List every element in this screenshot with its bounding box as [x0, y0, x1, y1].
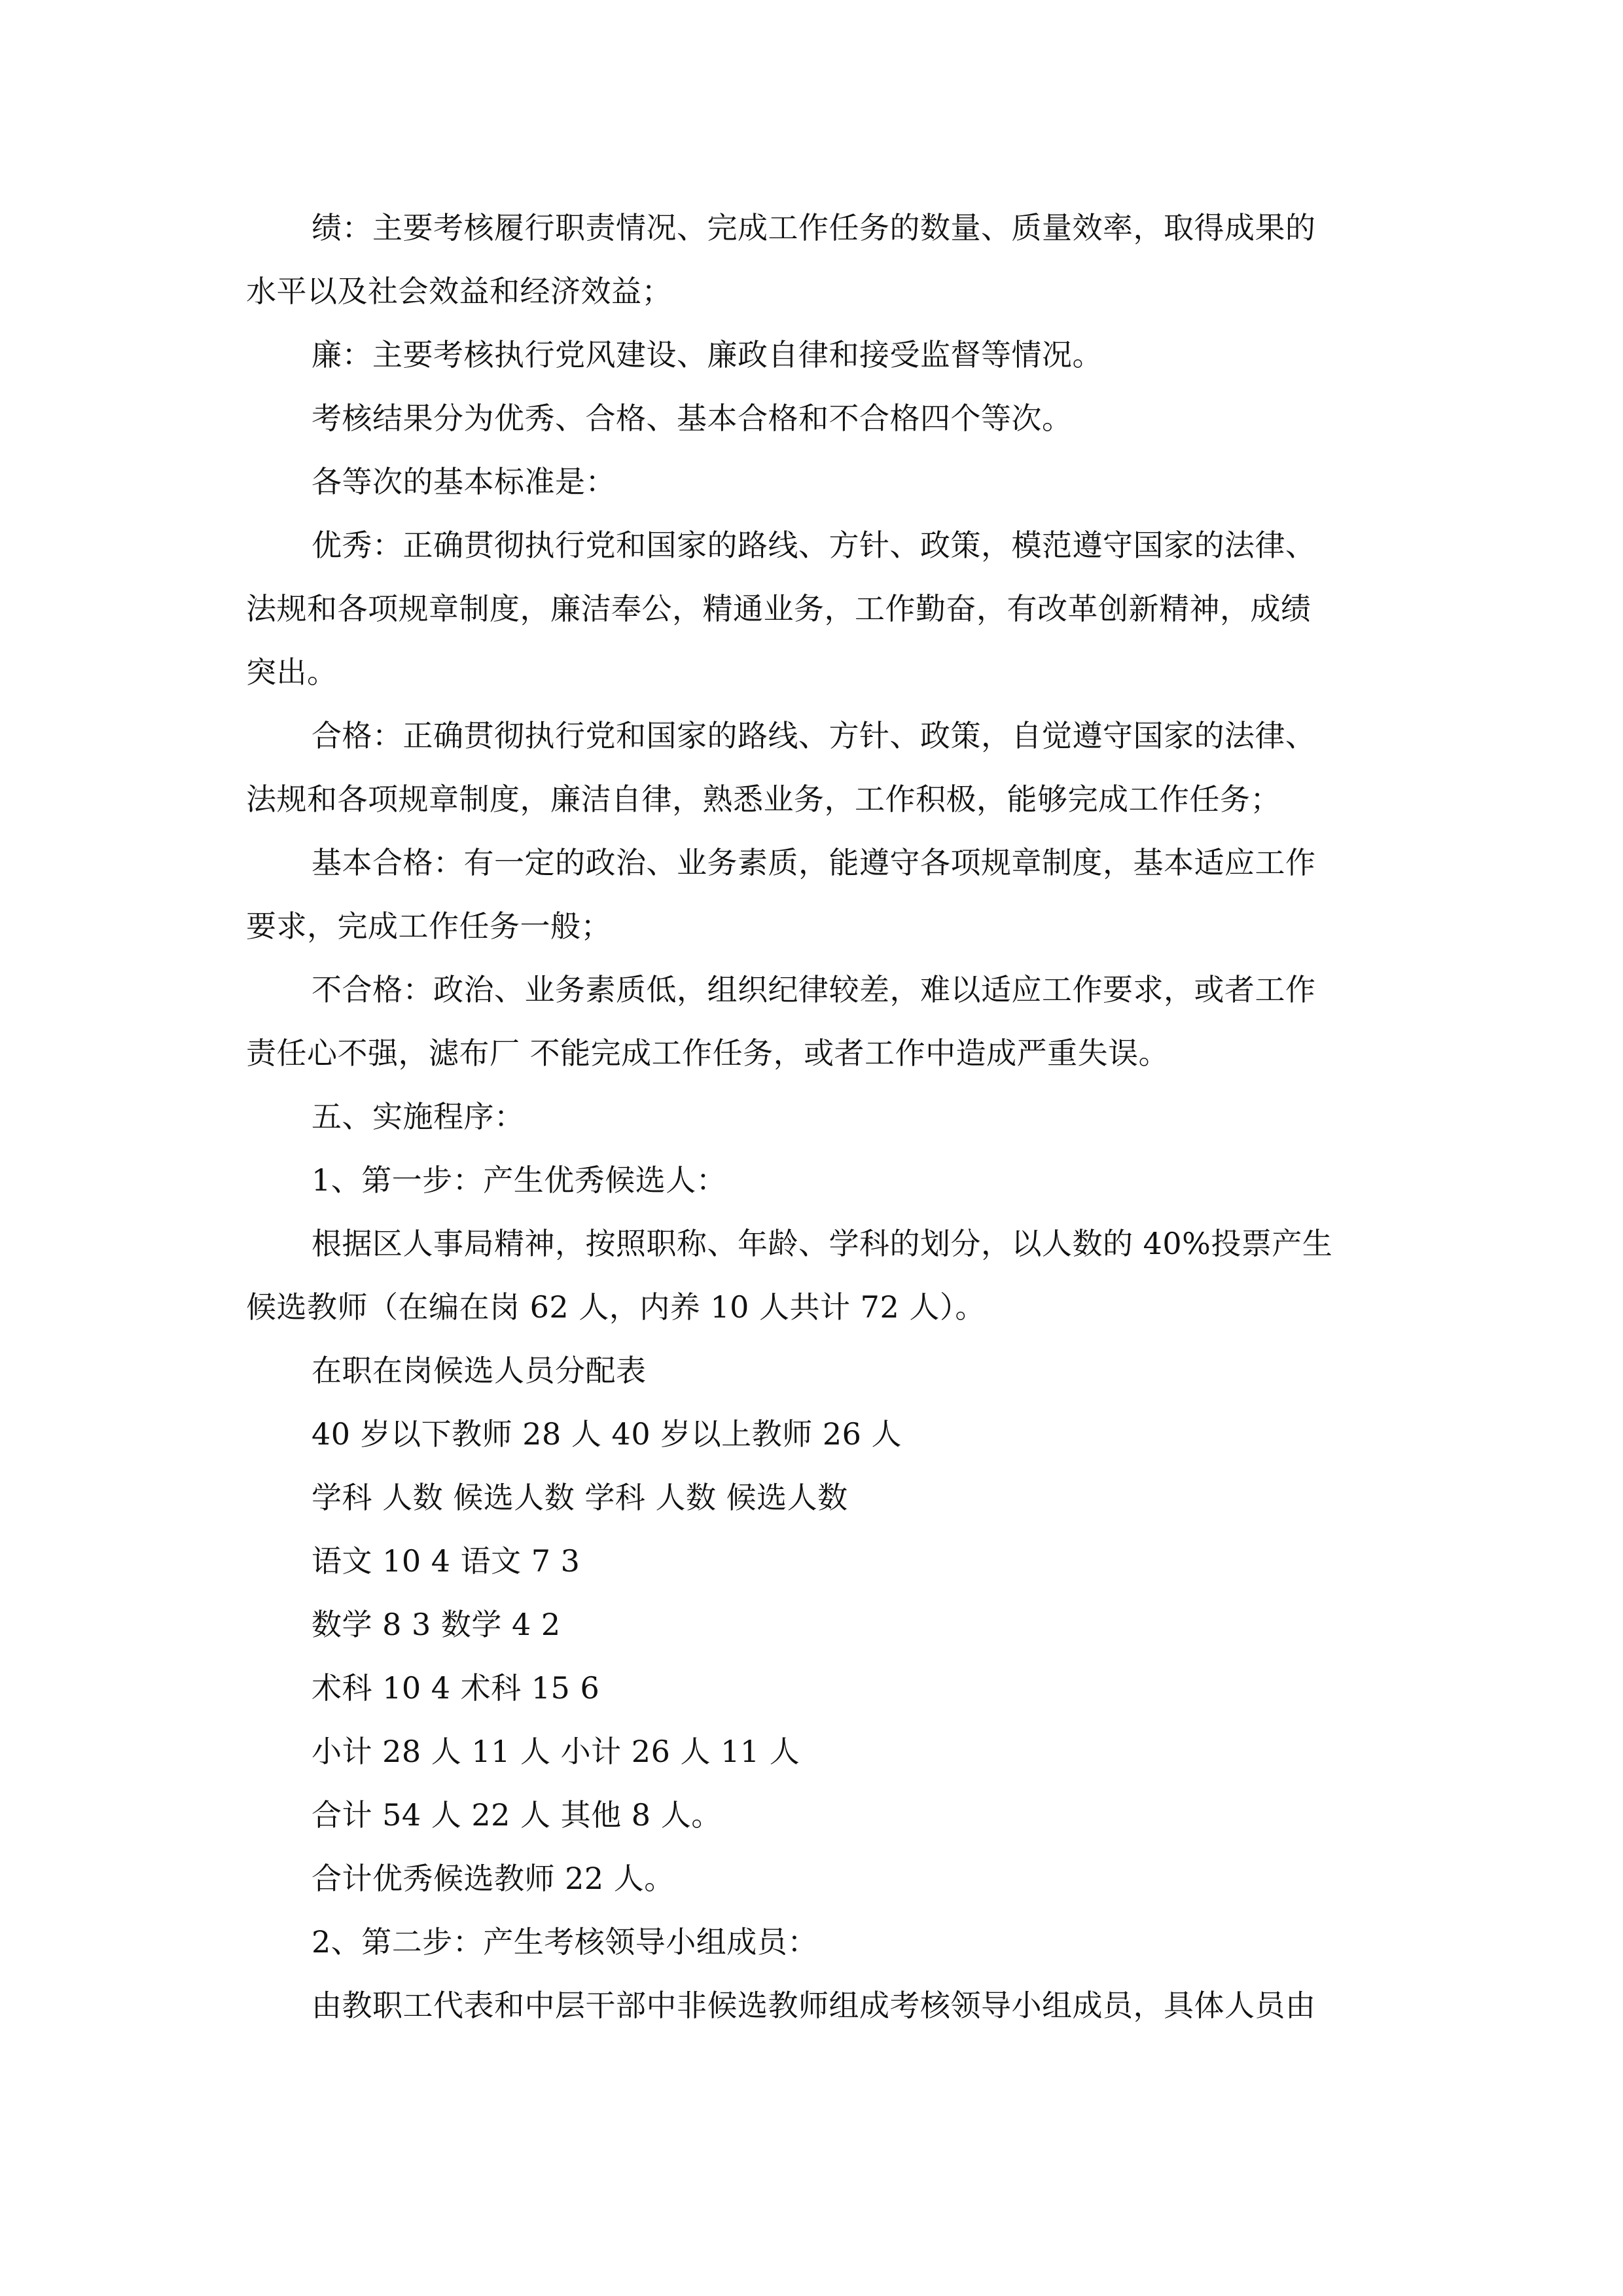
paragraph-line: 合格：正确贯彻执行党和国家的路线、方针、政策，自觉遵守国家的法律、	[312, 718, 1316, 753]
step-heading: 2、第二步：产生考核领导小组成员：	[312, 1924, 818, 1960]
paragraph-line: 要求，完成工作任务一般；	[246, 908, 611, 944]
paragraph-line: 合计优秀候选教师 22 人。	[312, 1861, 675, 1896]
paragraph-line: 突出。	[246, 655, 338, 690]
paragraph-line: 考核结果分为优秀、合格、基本合格和不合格四个等次。	[312, 401, 1073, 436]
paragraph-line: 绩：主要考核履行职责情况、完成工作任务的数量、质量效率，取得成果的	[312, 210, 1316, 245]
paragraph-line: 廉：主要考核执行党风建设、廉政自律和接受监督等情况。	[312, 337, 1103, 372]
section-heading: 五、实施程序：	[312, 1099, 525, 1134]
paragraph-line: 优秀：正确贯彻执行党和国家的路线、方针、政策，模范遵守国家的法律、	[312, 528, 1316, 563]
table-line: 40 岁以下教师 28 人 40 岁以上教师 26 人	[312, 1416, 902, 1452]
paragraph-line: 水平以及社会效益和经济效益；	[246, 274, 672, 309]
paragraph-line: 不合格：政治、业务素质低，组织纪律较差，难以适应工作要求，或者工作	[312, 972, 1316, 1007]
table-line: 小计 28 人 11 人 小计 26 人 11 人	[312, 1734, 800, 1769]
paragraph-line: 候选教师（在编在岗 62 人，内养 10 人共计 72 人）。	[246, 1289, 986, 1325]
table-line: 数学 8 3 数学 4 2	[312, 1607, 561, 1642]
paragraph-line: 各等次的基本标准是：	[312, 464, 616, 499]
paragraph-line: 责任心不强，滤布厂 不能完成工作任务，或者工作中造成严重失误。	[246, 1035, 1169, 1071]
table-title: 在职在岗候选人员分配表	[312, 1353, 647, 1388]
paragraph-line: 根据区人事局精神，按照职称、年龄、学科的划分，以人数的 40%投票产生	[312, 1226, 1333, 1261]
table-line: 语文 10 4 语文 7 3	[312, 1543, 580, 1579]
table-line: 合计 54 人 22 人 其他 8 人。	[312, 1797, 722, 1833]
paragraph-line: 由教职工代表和中层干部中非候选教师组成考核领导小组成员，具体人员由	[312, 1988, 1316, 2023]
table-line: 学科 人数 候选人数 学科 人数 候选人数	[312, 1480, 848, 1515]
paragraph-line: 基本合格：有一定的政治、业务素质，能遵守各项规章制度，基本适应工作	[312, 845, 1316, 880]
document-body	[246, 196, 1385, 2037]
step-heading: 1、第一步：产生优秀候选人：	[312, 1162, 727, 1198]
paragraph-line: 法规和各项规章制度，廉洁自律，熟悉业务，工作积极，能够完成工作任务；	[246, 781, 1281, 817]
paragraph-line: 法规和各项规章制度，廉洁奉公，精通业务，工作勤奋，有改革创新精神，成绩	[246, 591, 1311, 626]
table-line: 术科 10 4 术科 15 6	[312, 1670, 600, 1706]
